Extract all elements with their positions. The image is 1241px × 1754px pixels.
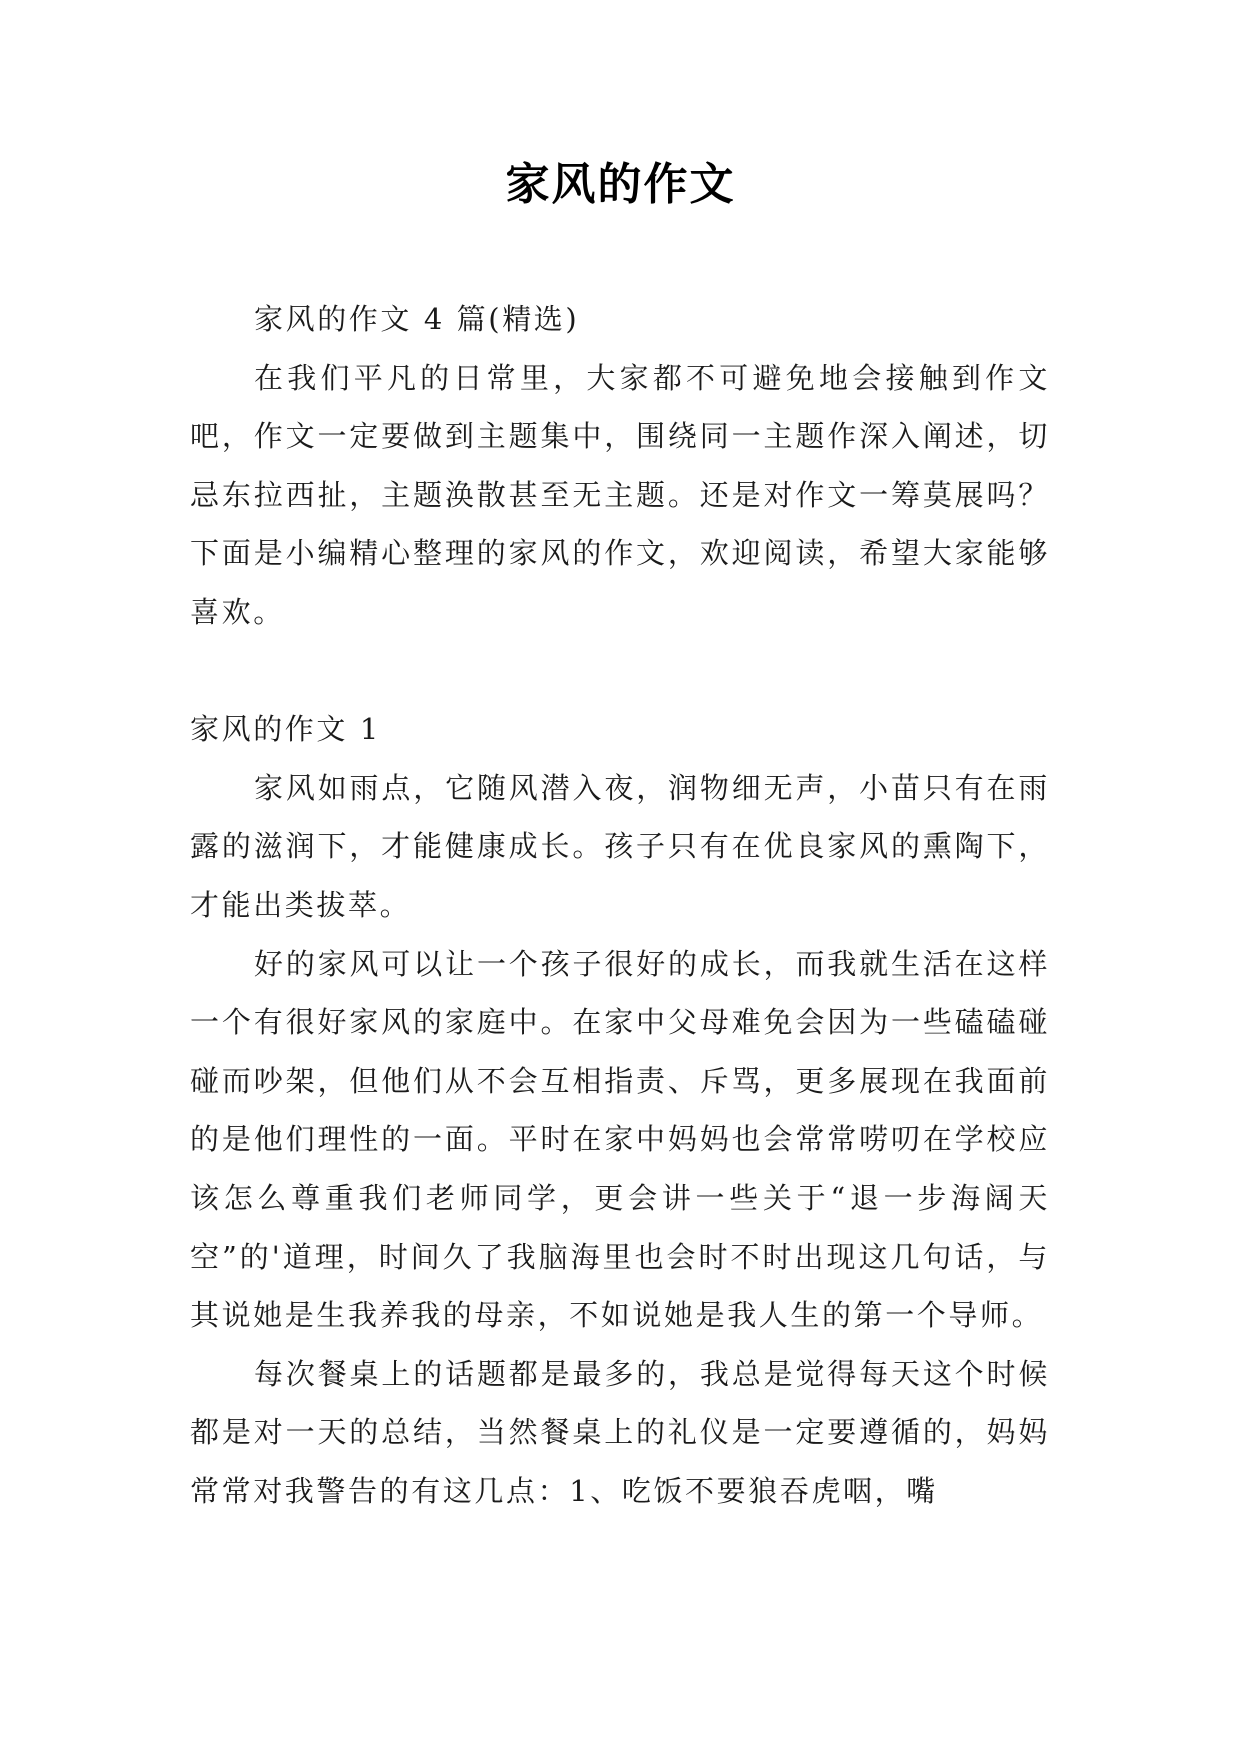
- document-title: 家风的作文: [505, 159, 736, 210]
- document-subtitle: 家风的作文 4 篇(精选): [254, 302, 580, 336]
- body-paragraph-3: 每次餐桌上的话题都是最多的，我总是觉得每天这个时候都是对一天的总结，当然餐桌上的礼仪是一定要遵循的，妈妈常常对我警告的有这几点：1、吃饭不要狼吞虎咽，嘴: [190, 1356, 1050, 1508]
- section-heading: 家风的作文 1: [190, 712, 381, 747]
- document-body: [190, 290, 1050, 1520]
- intro-paragraph: 在我们平凡的日常里，大家都不可避免地会接触到作文吧，作文一定要做到主题集中，围绕同一主题作深入阐述，切忌东拉西扯，主题涣散甚至无主题。还是对作文一筹莫展吗？下面是小编精心整理的家风的作文，欢迎阅读，希望大家能够喜欢。: [190, 360, 1050, 629]
- section-spacer: [190, 642, 1050, 701]
- body-paragraph-1: 家风如雨点，它随风潜入夜，润物细无声，小苗只有在雨露的滋润下，才能健康成长。孩子只有在优良家风的熏陶下，才能出类拔萃。: [190, 770, 1050, 922]
- body-paragraph-2: 好的家风可以让一个孩子很好的成长，而我就生活在这样一个有很好家风的家庭中。在家中父母难免会因为一些磕磕碰碰而吵架，但他们从不会互相指责、斥骂，更多展现在我面前的是他们理性的一面。平时在家中妈妈也会常常唠叨在学校应该怎么尊重我们老师同学，更会讲一些关于“退一步海阔天空”的'道理，时间久了我脑海里也会时不时出现这几句话，与其说她是生我养我的母亲，不如说她是我人生的第一个导师。: [190, 946, 1050, 1333]
